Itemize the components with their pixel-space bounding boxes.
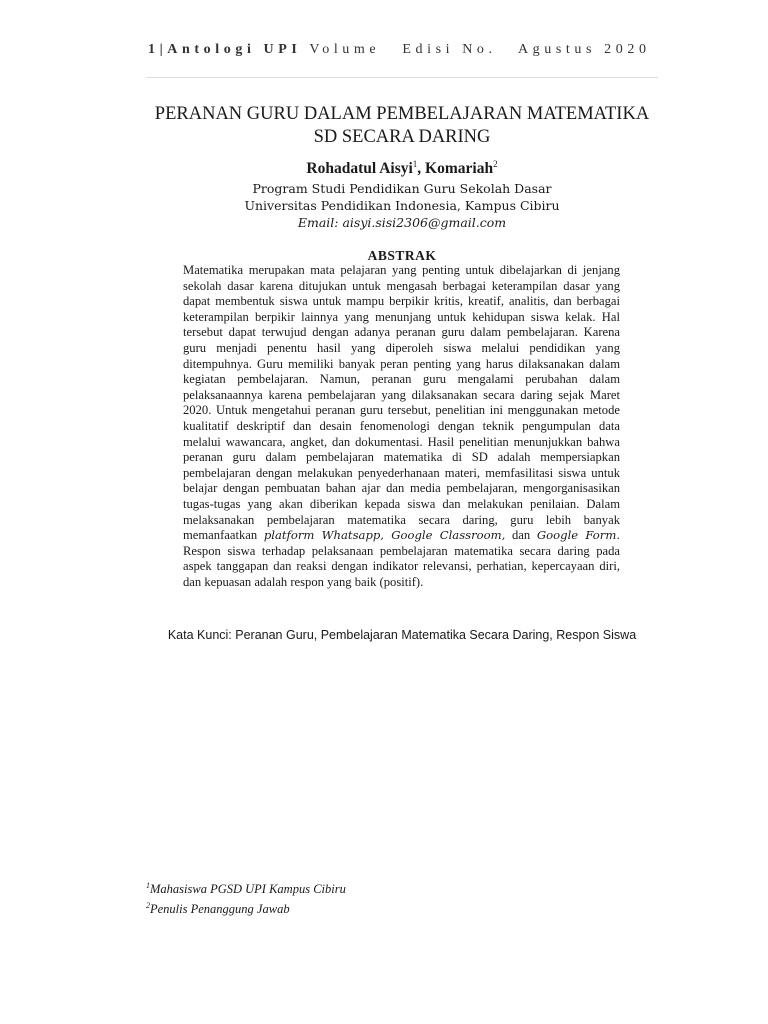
header-divider — [146, 77, 658, 78]
abstract-text: Matematika merupakan mata pelajaran yang penting untuk dibelajarkan di jenjang sekolah dasar karena ditujukan untuk mengasah berbagai keterampilan dasar yang dapat membentuk siswa untuk mampu berpikir kritis, kreatif, analitis, dan berbagai keterampilan berpikir lainnya yang menunjang untuk kehidupan siswa kelak. Hal tersebut dapat terwujud dengan adanya peranan guru dalam pembelajaran. Karena guru menjadi penentu hasil yang diperoleh siswa melalui pendidikan yang ditempuhnya. Guru memiliki banyak peran penting yang harus dilaksanakan dalam kegiatan pembelajaran. Namun, peranan guru mengalami perubahan dalam pelaksanaannya karena pembelajaran yang dilaksanakan secara daring sejak Maret 2020. Untuk mengetahui peranan guru tersebut, penelitian ini menggunakan metode kualitatif deskriptif dan desain fenomenologi dengan teknik pengumpulan data melalui wawancara, angket, dan dokumentasi. Hasil penelitian menunjukkan bahwa peranan guru dalam pembelajaran matematika di SD adalah mempersiapkan pembelajaran dengan melakukan penyederhanaan materi, memfasilitasi siswa untuk belajar dengan pembuatan bahan ajar dan media pembelajaran, mengorganisasikan tugas-tugas yang akan diberikan kepada siswa dan melakukan penilaian. Dalam melaksanakan pembelajaran matematika secara daring, guru lebih banyak memanfaatkan — [183, 263, 620, 543]
footnote — [146, 878, 506, 898]
footnote-mark: 1 — [146, 881, 150, 890]
footnote-mark: 2 — [146, 900, 150, 910]
paper-title: PERANAN GURU DALAM PEMBELAJARAN MATEMATIKA SD SECARA DARING — [154, 104, 650, 147]
page-number: 1 — [148, 42, 160, 57]
abstract-body — [183, 263, 620, 590]
abstract-heading: ABSTRAK — [367, 248, 437, 263]
abstract-text: Respon siswa terhadap pelaksanaan pembelajaran matematika secara daring pada aspek tanggapan dan reaksi dengan indikator relevansi, perhatian, kepercayaan diri, dan kepuasan adalah respon yang baik (positif). — [183, 543, 620, 589]
abstract-google-form: Google Form. — [536, 528, 621, 543]
footnote — [146, 898, 506, 918]
author-email: Email: aisyi.sisi2306@gmail.com — [297, 215, 507, 230]
footnotes — [146, 878, 506, 917]
running-header — [148, 42, 658, 58]
footnote-text: Mahasiswa PGSD UPI Kampus Cibiru — [150, 882, 346, 897]
author-mark: 2 — [493, 159, 498, 169]
keywords: Kata Kunci: Peranan Guru, Pembelajaran Matematika Secara Daring, Respon Siswa — [167, 628, 637, 642]
abstract-platform: platform Whatsapp, Google Classroom, — [263, 528, 506, 543]
author-separator: , — [417, 160, 426, 178]
author-name: Komariah — [425, 160, 494, 178]
abstract-text: dan — [505, 528, 537, 543]
author-mark: 1 — [412, 159, 418, 169]
journal-name: Antologi UPI — [167, 42, 302, 57]
footnote-text: Penulis Penanggung Jawab — [150, 901, 290, 916]
author-list — [146, 159, 658, 178]
affiliation-program: Program Studi Pendidikan Guru Sekolah Dasar — [252, 181, 552, 196]
issue-date: Agustus 2020 — [517, 42, 651, 57]
author-name: Rohadatul Aisyi — [306, 160, 413, 178]
edition-label: Edisi No. — [402, 42, 497, 57]
volume-label: Volume — [309, 42, 381, 57]
affiliation-university: Universitas Pendidikan Indonesia, Kampus Cibiru — [244, 198, 560, 213]
header-separator: | — [159, 42, 168, 57]
